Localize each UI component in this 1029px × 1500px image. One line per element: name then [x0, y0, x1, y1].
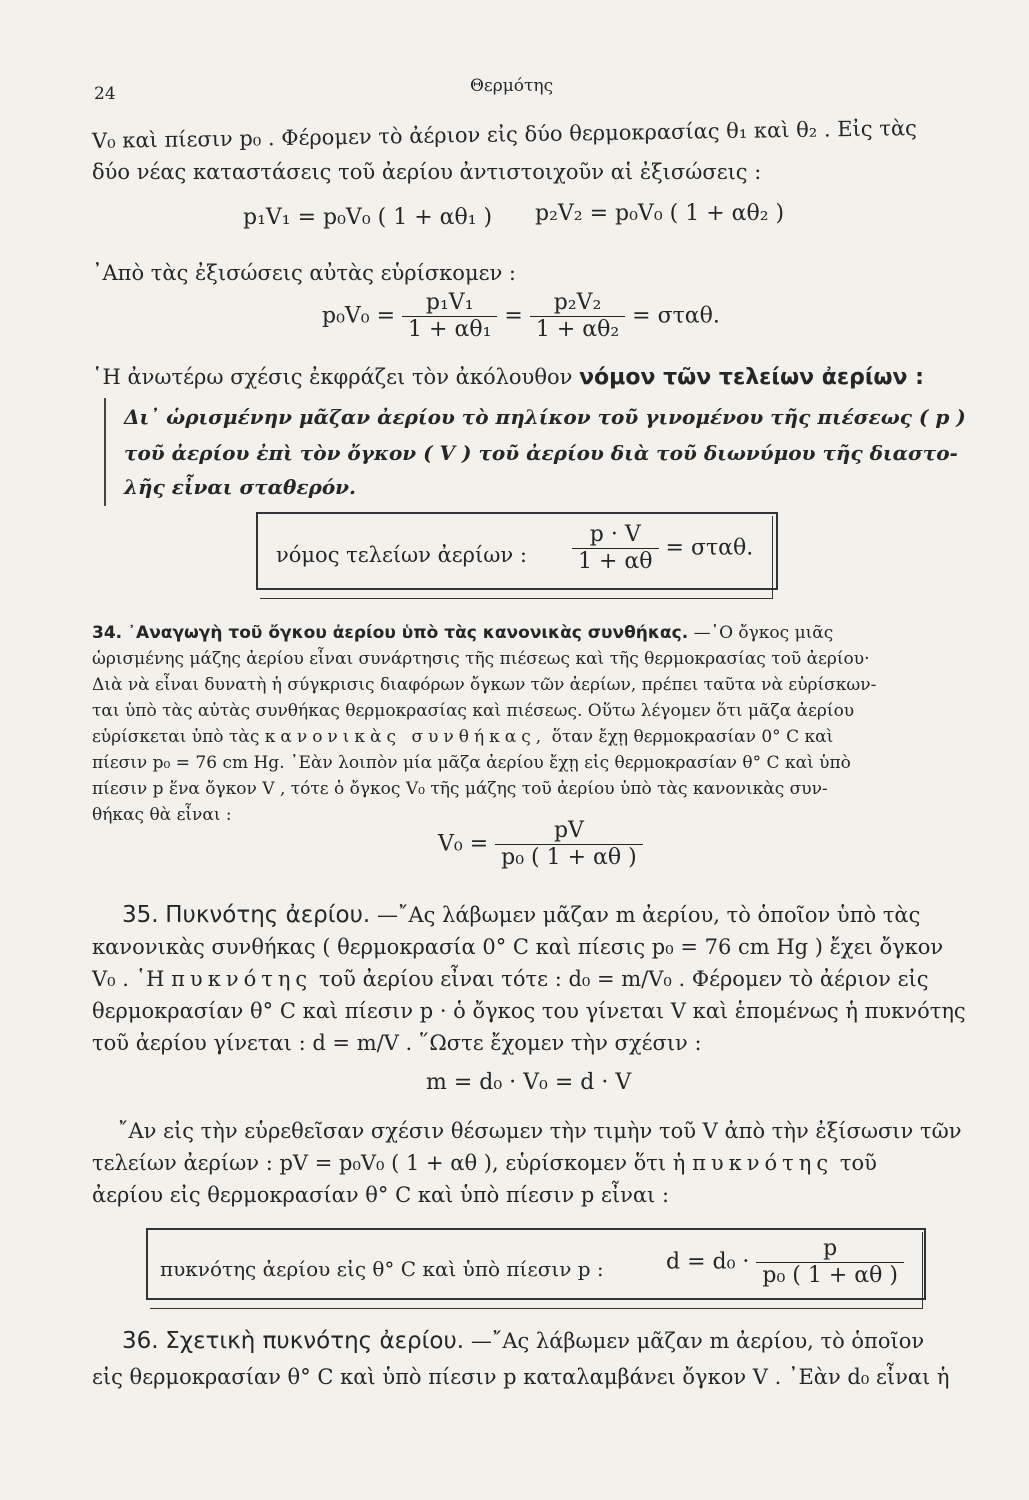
density-box-fraction: [756, 1236, 904, 1289]
ratio-frac1-num: p₁V₁: [402, 290, 497, 317]
section-34-line-4: ται ὑπὸ τὰς αὐτὰς συνθήκας θερμοκρασίας καὶ πιέσεως. Οὕτω λέγομεν ὅτι μᾶζα ἀερίου: [92, 701, 855, 721]
ratio-lhs: p₀V₀ =: [322, 303, 396, 329]
section-34-fraction: [495, 818, 643, 871]
section-35-para2-line-2c: τοῦ: [839, 1151, 877, 1175]
section-35-para2-line-3: ἀερίου εἰς θερμοκρασίαν θ° C καὶ ὑπὸ πίεσιν p εἶναι :: [92, 1183, 670, 1207]
section-34-number: 34.: [92, 623, 123, 643]
section-35-number: 35.: [122, 902, 159, 928]
section-34-equation: [438, 818, 643, 871]
section-36-title: Σχετικὴ πυκνότης ἀερίου.: [165, 1328, 465, 1354]
law-box-rhs: = σταθ.: [665, 535, 754, 561]
equation-state-1: p₁V₁ = p₀V₀ ( 1 + αθ₁ ): [243, 205, 493, 230]
section-34-line-1: —῾Ο ὄγκος μιᾶς: [693, 623, 834, 643]
law-box-equation: [572, 522, 753, 575]
law-margin-rule: [104, 398, 106, 506]
density-box-den: p₀ ( 1 + αθ ): [762, 1263, 898, 1288]
section-35-equation: m = d₀ · V₀ = d · V: [426, 1070, 632, 1095]
section-34-heading: [92, 620, 833, 646]
section-34-title: ᾿Αναγωγὴ τοῦ ὄγκου ἀερίου ὑπὸ τὰς κανονικὰς συνθήκας.: [127, 623, 689, 643]
section-34-eq-num: pV: [495, 818, 643, 845]
section-35-line-3c: τοῦ ἀερίου εἶναι τότε : d₀ = m/V₀ . Φέρομεν τὸ ἀέριον εἰς: [318, 967, 929, 991]
density-box-lhs: d = d₀ ·: [666, 1249, 750, 1275]
density-box-equation: [666, 1236, 904, 1289]
ratio-frac2-den: 1 + αθ₂: [535, 317, 620, 342]
section-35-line-3a: V₀ . ῾Η: [92, 967, 165, 991]
running-title: Θερμότης: [470, 76, 554, 96]
section-34-line-5a: εὑρίσκεται ὑπὸ τὰς: [92, 727, 260, 747]
section-35-para2-line-2: [92, 1148, 877, 1178]
intro-line-1: V₀ καὶ πίεσιν p₀ . Φέρομεν τὸ ἀέριον εἰς δύο θερμοκρασίας θ₁ καὶ θ₂ . Εἰς τὰς: [91, 116, 917, 153]
ratio-equals: =: [504, 303, 523, 329]
intro-line-2: δύο νέας καταστάσεις τοῦ ἀερίου ἀντιστοιχοῦν αἱ ἐξισώσεις :: [92, 160, 762, 184]
ideal-gas-law-term: νόμον τῶν τελείων ἀερίων :: [579, 365, 924, 390]
ratio-rhs: = σταθ.: [632, 303, 720, 329]
section-34-line-5: [92, 724, 833, 750]
section-34-eq-den: p₀ ( 1 + αθ ): [501, 845, 637, 870]
equation-state-2: p₂V₂ = p₀V₀ ( 1 + αθ₂ ): [535, 201, 785, 226]
law-box-fraction: [572, 522, 659, 575]
section-34-line-8: θήκας θὰ εἶναι :: [92, 805, 232, 825]
law-box-den: 1 + αθ: [578, 549, 653, 574]
section-34-normal-conditions: κανονικὰς συνθήκας,: [264, 727, 547, 747]
section-34-eq-lhs: V₀ =: [438, 831, 489, 857]
law-line-2: τοῦ ἀερίου ἐπὶ τὸν ὄγκον ( V ) τοῦ ἀερίου διὰ τοῦ διωνύμου τῆς διαστο-: [124, 441, 958, 465]
density-box-label: πυκνότης ἀερίου εἰς θ° C καὶ ὑπὸ πίεσιν p :: [160, 1257, 604, 1281]
ratio-fraction-2: [530, 290, 625, 343]
law-box-label: νόμος τελείων ἀερίων :: [276, 543, 527, 567]
section-35-density-term: πυκνότης: [171, 967, 313, 991]
section-36-heading: [122, 1326, 924, 1356]
section-35-heading: [122, 900, 920, 930]
section-35-line-3: [92, 964, 928, 994]
section-34-line-7: πίεσιν p ἕνα ὄγκον V , τότε ὁ ὄγκος V₀ τῆς μάζης τοῦ ἀερίου ὑπὸ τὰς κανονικὰς συν-: [92, 779, 828, 799]
ratio-frac2-num: p₂V₂: [530, 290, 625, 317]
intro-line-3: ᾿Απὸ τὰς ἐξισώσεις αὐτὰς εὑρίσκομεν :: [92, 261, 516, 285]
page-number: 24: [94, 84, 116, 104]
law-box-num: p · V: [572, 522, 659, 549]
ratio-frac1-den: 1 + αθ₁: [408, 317, 492, 342]
section-34-line-3: Διὰ νὰ εἶναι δυνατὴ ἡ σύγκρισις διαφόρων ὄγκων τῶν ἀερίων, πρέπει ταῦτα νὰ εὑρίσκων-: [92, 675, 877, 695]
section-36-line-2: εἰς θερμοκρασίαν θ° C καὶ ὑπὸ πίεσιν p καταλαμβάνει ὄγκον V . ᾿Εὰν d₀ εἶναι ἡ: [92, 1365, 950, 1389]
section-36-number: 36.: [122, 1328, 159, 1354]
section-35-title: Πυκνότης ἀερίου.: [165, 902, 371, 928]
section-36-line-1: —῎Ας λάβωμεν μᾶζαν m ἀερίου, τὸ ὁποῖον: [470, 1329, 925, 1353]
section-34-line-6: πίεσιν p₀ = 76 cm Hg. ᾿Εὰν λοιπὸν μία μᾶζα ἀερίου ἔχῃ εἰς θερμοκρασίαν θ° C καὶ ὑπὸ: [92, 753, 851, 773]
intro-line-4: [92, 362, 924, 393]
section-35-line-1: —῎Ας λάβωμεν μᾶζαν m ἀερίου, τὸ ὁποῖον ὑπὸ τὰς: [376, 903, 921, 927]
section-34-line-5c: ὅταν ἔχῃ θερμοκρασίαν 0° C καὶ: [551, 727, 834, 747]
equation-ratio: [322, 290, 720, 343]
section-35-para2-density-term: πυκνότης: [692, 1151, 834, 1175]
law-line-3: λῆς εἶναι σταθερόν.: [124, 475, 357, 499]
law-line-1: Δι᾿ ὡρισμένην μᾶζαν ἀερίου τὸ πηλίκον τοῦ γινομένου τῆς πιέσεως ( p ): [124, 405, 966, 429]
section-34-line-2: ὡρισμένης μάζης ἀερίου εἶναι συνάρτησις τῆς πιέσεως καὶ τῆς θερμοκρασίας τοῦ ἀερίου·: [92, 649, 870, 669]
section-35-line-4: θερμοκρασίαν θ° C καὶ πίεσιν p · ὁ ὄγκος του γίνεται V καὶ ἑπομένως ἡ πυκνότης: [92, 999, 966, 1023]
intro-line-4-text: ῾Η ἀνωτέρω σχέσις ἐκφράζει τὸν ἀκόλουθον: [92, 365, 573, 389]
density-box-num: p: [756, 1236, 904, 1263]
section-35-line-2: κανονικὰς συνθήκας ( θερμοκρασία 0° C καὶ πίεσις p₀ = 76 cm Hg ) ἔχει ὄγκον: [92, 935, 944, 959]
ratio-fraction-1: [402, 290, 497, 343]
section-35-line-5: τοῦ ἀερίου γίνεται : d = m/V . ῞Ωστε ἔχομεν τὴν σχέσιν :: [92, 1031, 702, 1055]
section-35-para2-line-1: ῎Αν εἰς τὴν εὑρεθεῖσαν σχέσιν θέσωμεν τὴν τιμὴν τοῦ V ἀπὸ τὴν ἐξίσωσιν τῶν: [118, 1119, 962, 1143]
section-35-para2-line-2a: τελείων ἀερίων : pV = p₀V₀ ( 1 + αθ ), εὑρίσκομεν ὅτι ἡ: [92, 1151, 686, 1175]
